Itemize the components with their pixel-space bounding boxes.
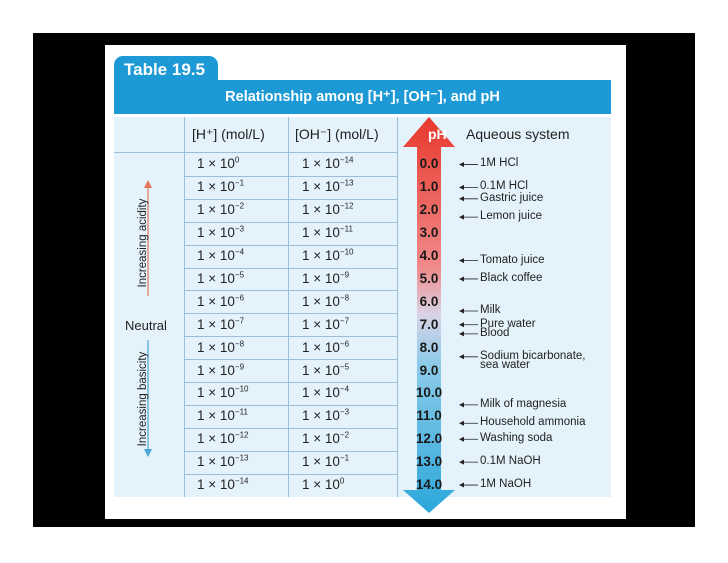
aqueous-system-label: sea water [480, 358, 530, 371]
ph-value: 12.0 [415, 431, 443, 447]
oh-concentration-cell: $1 \times 10^{-1}$ [302, 453, 350, 470]
aqueous-system-label: 0.1M NaOH [480, 455, 541, 468]
h-concentration-cell: $1 \times 10^{-2}$ [197, 201, 245, 218]
neutral-label: Neutral [125, 318, 167, 333]
system-pointer-arrowhead [459, 354, 464, 359]
system-pointer-arrowhead [459, 402, 464, 407]
row-divider [184, 176, 397, 177]
row-divider [184, 382, 397, 383]
system-pointer-arrowhead [459, 309, 464, 314]
aqueous-system-label: Washing soda [480, 432, 553, 445]
system-pointer-arrowhead [459, 483, 464, 488]
header-divider [114, 152, 397, 153]
h-concentration-cell: $1 \times 10^0$ [197, 155, 240, 172]
ph-value: 3.0 [419, 225, 439, 241]
oh-concentration-cell: $1 \times 10^{-6}$ [302, 339, 350, 355]
system-pointer-arrowhead [459, 162, 464, 167]
row-divider [184, 451, 397, 452]
aqueous-system-label: 1M HCl [480, 157, 519, 170]
system-pointer-arrowhead [459, 258, 464, 263]
system-pointer-arrowhead [459, 331, 464, 336]
system-pointer-arrowhead [459, 196, 464, 201]
ph-value: 7.0 [419, 316, 439, 332]
h-concentration-cell: $1 \times 10^{-5}$ [197, 270, 245, 286]
ph-value: 13.0 [415, 454, 443, 470]
ph-value: 11.0 [416, 408, 442, 424]
system-pointer-arrowhead [459, 437, 464, 442]
ph-value: 14.0 [415, 477, 443, 493]
h-concentration-cell: $1 \times 10^{-8}$ [197, 339, 245, 355]
h-concentration-cell: $1 \times 10^{-12}$ [197, 430, 249, 447]
oh-concentration-cell: $1 \times 10^{-8}$ [302, 293, 350, 309]
oh-concentration-cell: $1 \times 10^{-13}$ [302, 178, 354, 195]
system-pointer-arrowhead [459, 322, 464, 327]
row-divider [184, 405, 397, 406]
acidity-arrowhead [144, 180, 152, 188]
oh-concentration-cell: $1 \times 10^{-11}$ [302, 224, 353, 241]
row-divider [184, 336, 397, 337]
system-pointer-arrowhead [459, 276, 464, 281]
ph-value: 10.0 [415, 385, 443, 401]
aqueous-system-label: Pure water [480, 317, 536, 330]
header-oh-concentration: [OH⁻] (mol/L) [295, 126, 379, 142]
h-concentration-cell: $1 \times 10^{-3}$ [197, 224, 245, 241]
header-aqueous-system: Aqueous system [466, 126, 570, 142]
increasing-acidity-label: Increasing acidity [137, 198, 149, 288]
ph-value: 2.0 [419, 202, 439, 218]
oh-concentration-cell: $1 \times 10^{-12}$ [302, 201, 354, 218]
row-divider [184, 290, 397, 291]
row-divider [184, 359, 397, 360]
h-concentration-cell: $1 \times 10^{-1}$ [197, 178, 245, 195]
table-number-tab: Table 19.5 [114, 56, 218, 82]
h-concentration-cell: $1 \times 10^{-4}$ [197, 247, 245, 264]
row-divider [184, 222, 397, 223]
ph-value: 0.0 [419, 156, 439, 172]
aqueous-system-label: Blood [480, 326, 510, 339]
row-divider [184, 474, 397, 475]
ph-value: 1.0 [419, 179, 439, 195]
increasing-basicity-label: Increasing basicity [137, 351, 149, 447]
aqueous-system-label: Sodium bicarbonate, [480, 349, 586, 362]
system-pointer-arrowhead [459, 460, 464, 465]
aqueous-system-label: 0.1M HCl [480, 180, 528, 193]
h-concentration-cell: $1 \times 10^{-6}$ [197, 293, 245, 309]
h-concentration-cell: $1 \times 10^{-10}$ [197, 384, 249, 401]
aqueous-system-label: Household ammonia [480, 416, 586, 429]
oh-concentration-cell: $1 \times 10^{-3}$ [302, 407, 350, 424]
oh-concentration-cell: $1 \times 10^{-4}$ [302, 384, 350, 401]
oh-concentration-cell: $1 \times 10^{-9}$ [302, 270, 350, 286]
system-pointer-arrowhead [459, 421, 464, 426]
row-divider [184, 428, 397, 429]
h-concentration-cell: $1 \times 10^{-7}$ [197, 316, 245, 332]
header-h-concentration: [H⁺] (mol/L) [192, 126, 265, 142]
ph-value: 4.0 [419, 248, 439, 264]
oh-concentration-cell: $1 \times 10^0$ [302, 476, 345, 493]
aqueous-system-label: Lemon juice [480, 210, 543, 223]
row-divider [184, 245, 397, 246]
row-divider [184, 199, 397, 200]
ph-value: 8.0 [419, 339, 439, 355]
oh-concentration-cell: $1 \times 10^{-7}$ [302, 316, 350, 332]
header-ph: pH [428, 126, 447, 142]
aqueous-system-label: Milk of magnesia [480, 397, 567, 410]
aqueous-system-label: Milk [480, 304, 501, 316]
aqueous-system-label: Black coffee [480, 271, 543, 284]
aqueous-system-label: 1M NaOH [480, 478, 532, 491]
ph-value: 5.0 [419, 270, 439, 286]
aqueous-system-label: Gastric juice [480, 191, 544, 204]
h-concentration-cell: $1 \times 10^{-9}$ [197, 362, 245, 378]
oh-concentration-cell: $1 \times 10^{-14}$ [302, 155, 354, 172]
h-concentration-cell: $1 \times 10^{-11}$ [197, 407, 248, 424]
system-pointer-arrowhead [459, 215, 464, 220]
oh-concentration-cell: $1 \times 10^{-10}$ [302, 247, 354, 264]
ph-value: 6.0 [419, 293, 439, 309]
oh-concentration-cell: $1 \times 10^{-2}$ [302, 430, 350, 447]
table-title: Relationship among [H⁺], [OH⁻], and pH [114, 80, 611, 114]
ph-value: 9.0 [419, 362, 439, 378]
h-concentration-cell: $1 \times 10^{-13}$ [197, 453, 249, 470]
h-concentration-cell: $1 \times 10^{-14}$ [197, 476, 249, 493]
aqueous-system-label: Tomato juice [480, 253, 545, 266]
row-divider [184, 313, 397, 314]
system-pointer-arrowhead [459, 185, 464, 190]
oh-concentration-cell: $1 \times 10^{-5}$ [302, 362, 350, 378]
row-divider [184, 268, 397, 269]
